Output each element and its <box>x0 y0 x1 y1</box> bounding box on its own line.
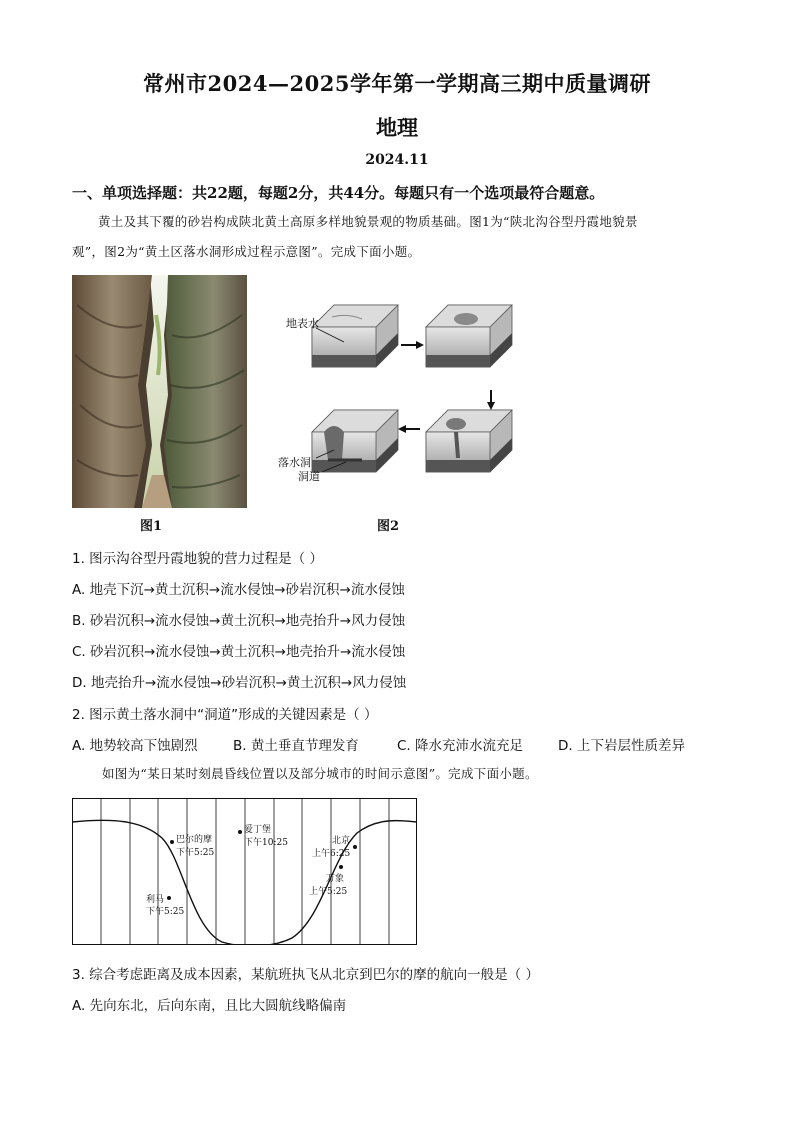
question-1-option-d: D. 地壳抬升→流水侵蚀→砂岩沉积→黄土沉积→风力侵蚀 <box>72 675 407 691</box>
sinkhole-diagram-svg <box>276 300 526 490</box>
baltimore-time: 下午5:25 <box>176 848 215 858</box>
question-2-option-b: B. 黄土垂直节理发育 <box>233 738 359 754</box>
baltimore-name: 巴尔的摩 <box>176 835 213 845</box>
label-tunnel: 洞道 <box>298 470 320 483</box>
beijing-name: 北京 <box>332 836 351 846</box>
question-3-option-a: A. 先向东北，后向东南，且比大圆航线略偏南 <box>72 998 347 1014</box>
process-arrow-left <box>398 425 420 433</box>
block-stage-4 <box>312 410 398 472</box>
question-3-stem: 3. 综合考虑距离及成本因素，某航班执飞从北京到巴尔的摩的航向一般是（ ） <box>72 967 539 983</box>
intro-line-1: 黄土及其下覆的砂岩构成陕北黄土高原多样地貌景观的物质基础。图1为“陕北沟谷型丹霞地貌景 <box>98 214 638 229</box>
label-sinkhole: 落水洞 <box>278 456 311 469</box>
terminator-time-map <box>72 798 418 945</box>
question-2-stem: 2. 图示黄土落水洞中“洞道”形成的关键因素是（ ） <box>72 707 378 723</box>
edinburgh-time: 下午10:25 <box>244 838 288 848</box>
intro-paragraph-1 <box>72 207 722 267</box>
intro-paragraph-2: 如图为“某日某时刻晨昏线位置以及部分城市的时间示意图”。完成下面小题。 <box>102 766 538 781</box>
lima-time: 下午5:25 <box>146 907 185 917</box>
figure-1-caption: 图1 <box>140 519 163 534</box>
label-surface-water: 地表水 <box>286 317 319 330</box>
question-1-option-a: A. 地壳下沉→黄土沉积→流水侵蚀→砂岩沉积→流水侵蚀 <box>72 582 405 598</box>
exam-date: 2024.11 <box>365 152 429 168</box>
intro-line-2: 观”，图2为“黄土区落水洞形成过程示意图”。完成下面小题。 <box>72 244 421 259</box>
question-1-stem: 1. 图示沟谷型丹霞地貌的营力过程是（ ） <box>72 551 323 567</box>
question-2-option-c: C. 降水充沛水流充足 <box>397 738 524 754</box>
subject-title: 地理 <box>376 115 418 140</box>
vientiane-time: 上午5:25 <box>309 887 348 897</box>
page-title: 常州市2024—2025学年第一学期高三期中质量调研 <box>143 71 651 96</box>
lima-name: 利马 <box>146 895 165 905</box>
question-2-option-d: D. 上下岩层性质差异 <box>558 738 685 754</box>
question-1-option-c: C. 砂岩沉积→流水侵蚀→黄土沉积→地壳抬升→流水侵蚀 <box>72 644 406 660</box>
terminator-map-svg <box>72 798 418 945</box>
question-2-option-a: A. 地势较高下蚀剧烈 <box>72 738 198 754</box>
block-stage-3 <box>426 410 512 472</box>
section-heading: 一、单项选择题：共22题，每题2分，共44分。每题只有一个选项最符合题意。 <box>72 184 605 202</box>
beijing-time: 上午6:25 <box>312 849 351 859</box>
process-arrow-down <box>487 390 495 410</box>
figure-2-caption: 图2 <box>377 519 400 534</box>
block-stage-1 <box>312 305 398 367</box>
block-stage-2 <box>426 305 512 367</box>
process-arrow-right <box>401 341 424 349</box>
question-1-option-b: B. 砂岩沉积→流水侵蚀→黄土沉积→地壳抬升→风力侵蚀 <box>72 613 406 629</box>
vientiane-name: 万象 <box>326 874 345 884</box>
sinkhole-formation-diagram <box>276 300 526 490</box>
edinburgh-name: 爱丁堡 <box>244 825 272 835</box>
danxia-gorge-photo <box>72 275 247 508</box>
gorge-photo-drawing <box>72 275 247 508</box>
